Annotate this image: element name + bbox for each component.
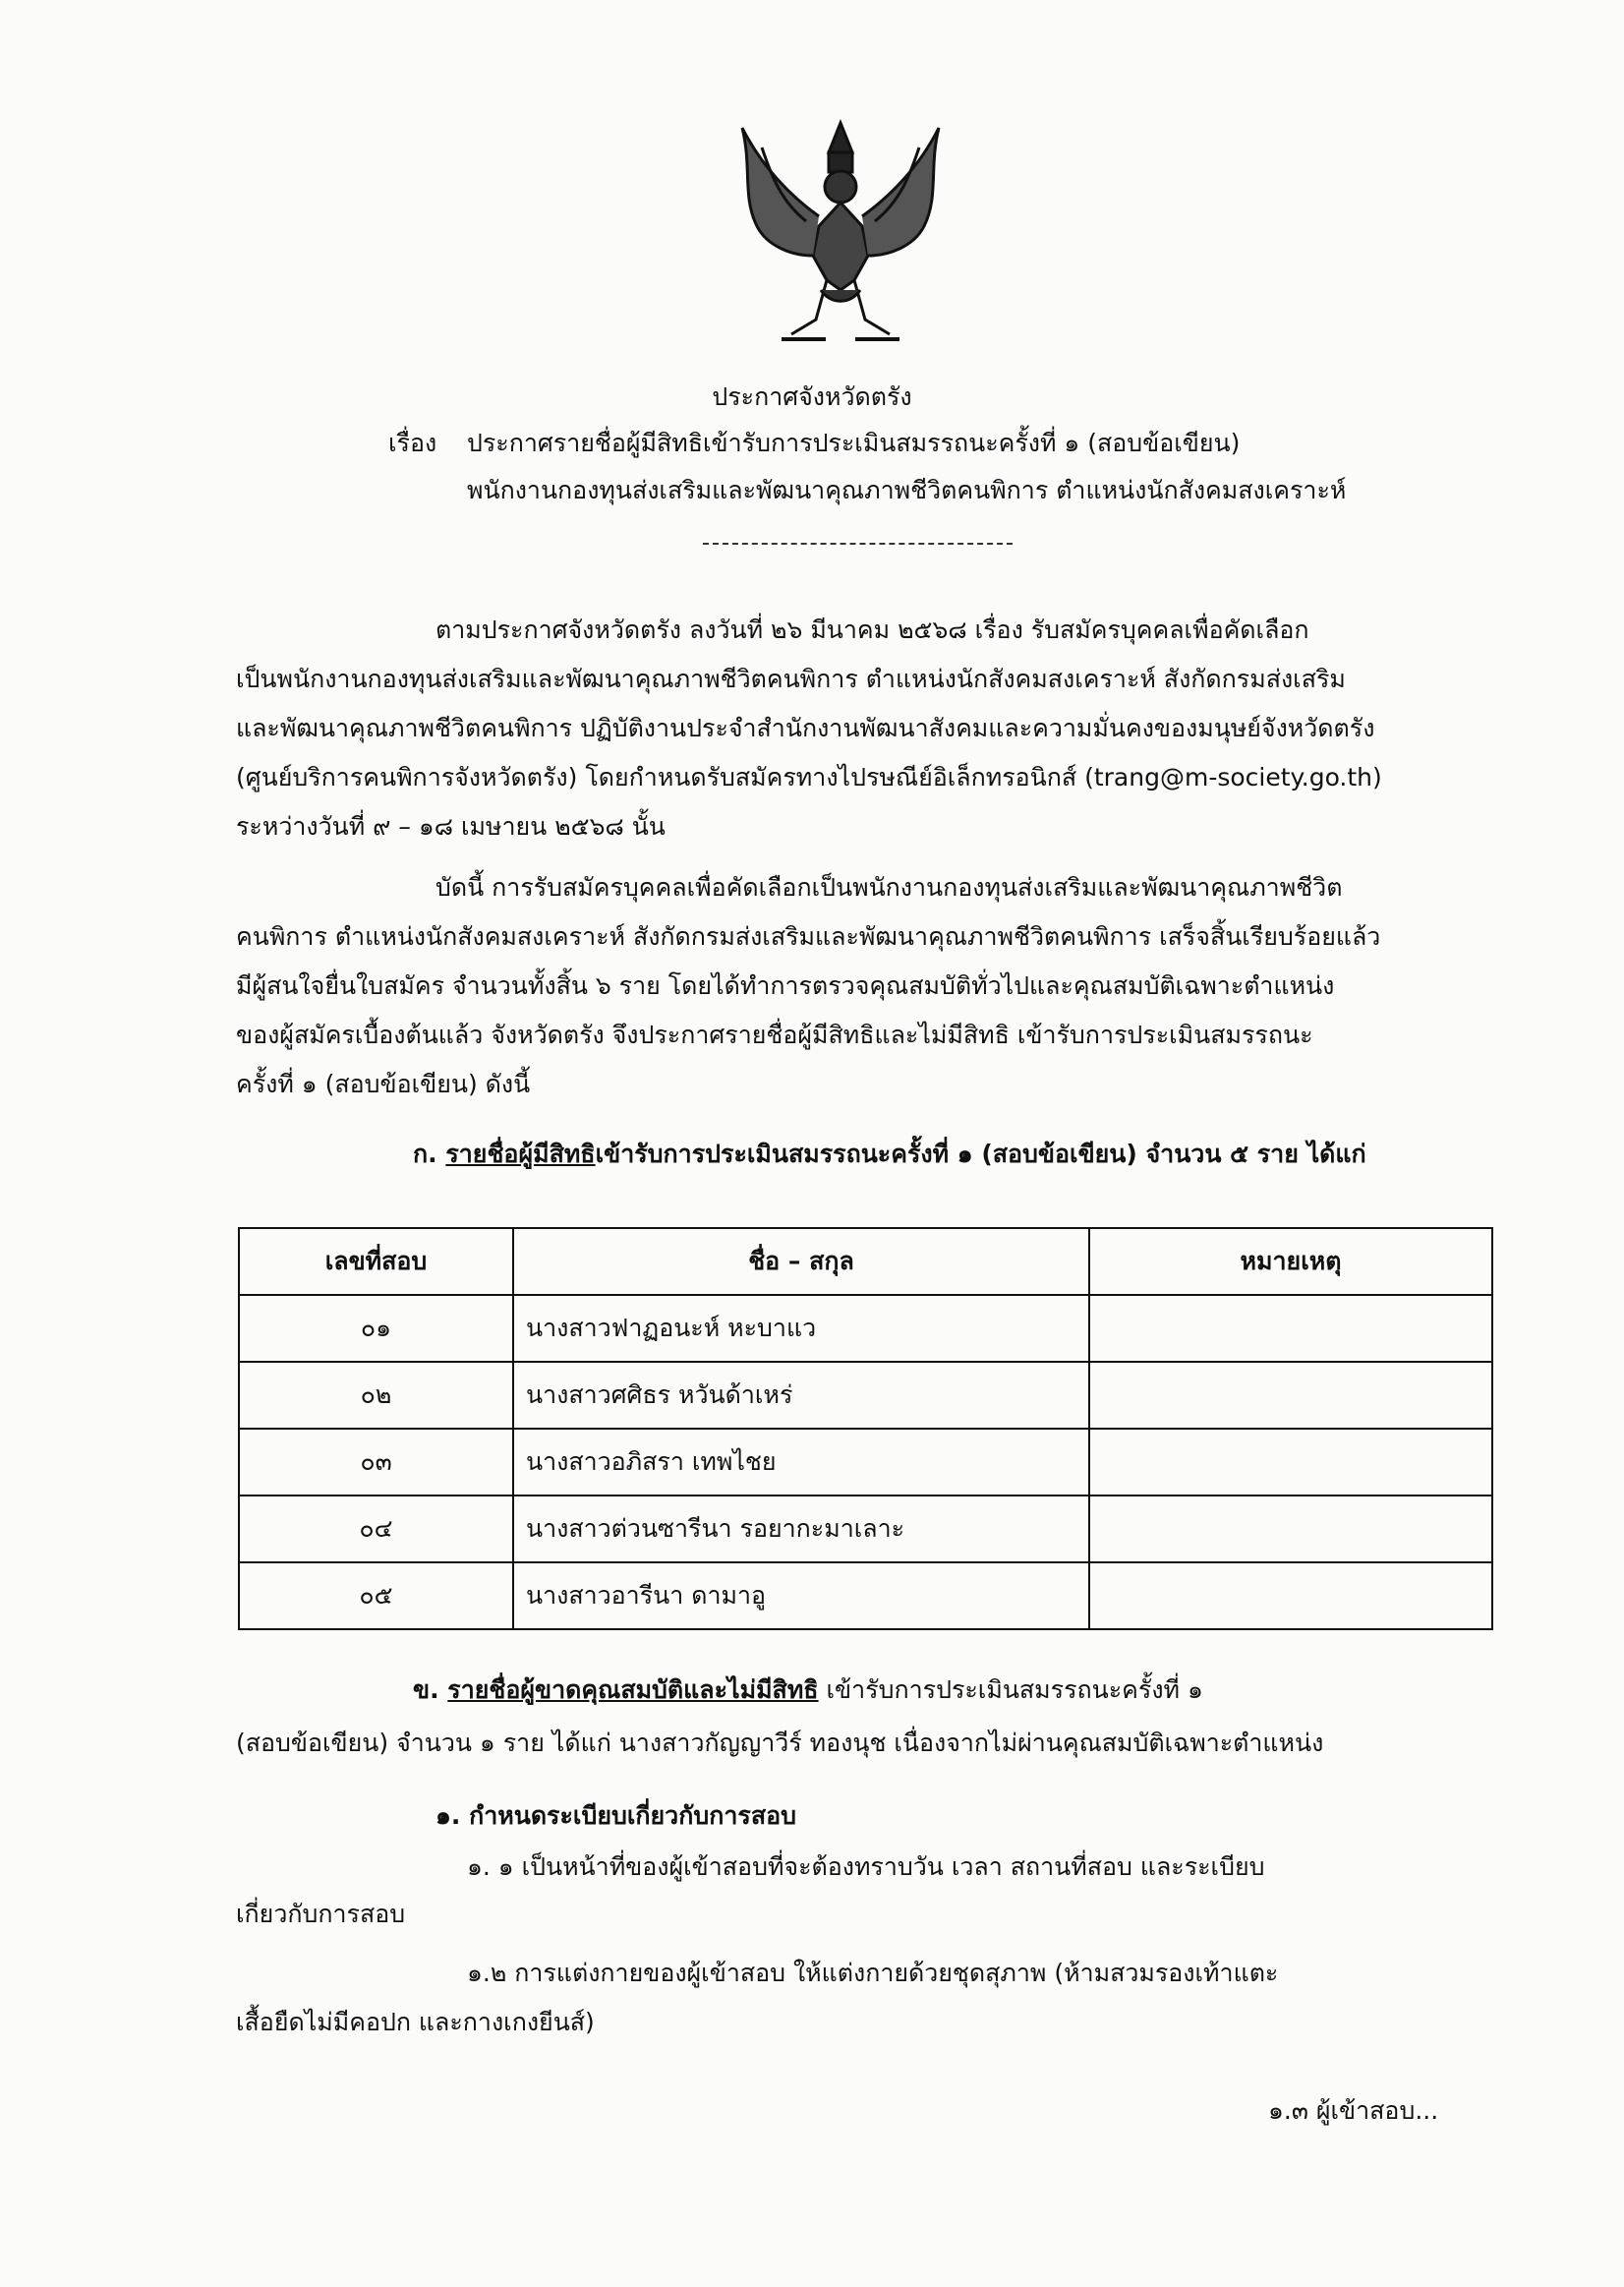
- remark-cell: [1089, 1562, 1492, 1629]
- remark-cell: [1089, 1362, 1492, 1429]
- subject-line-2: พนักงานกองทุนส่งเสริมและพัฒนาคุณภาพชีวิตคนพิการ ตำแหน่งนักสังคมสงเคราะห์: [467, 476, 1347, 504]
- section-b-prefix: ข.: [413, 1675, 448, 1704]
- table-row: [239, 1562, 1492, 1629]
- rule-1-2-line-2: เสื้อยืดไม่มีคอปก และกางเกงยีนส์): [236, 2008, 595, 2036]
- para2-line: คนพิการ ตำแหน่งนักสังคมสงเคราะห์ สังกัดกรมส่งเสริมและพัฒนาคุณภาพชีวิตคนพิการ เสร็จสิ้นเรียบร้อยแล้ว: [236, 922, 1381, 951]
- remark-cell: [1089, 1295, 1492, 1362]
- para1-line: (ศูนย์บริการคนพิการจังหวัดตรัง) โดยกำหนดรับสมัครทางไปรษณีย์อิเล็กทรอนิกส์ (trang@m-society.go.th): [236, 763, 1382, 792]
- para2-line: ครั้งที่ ๑ (สอบข้อเขียน) ดังนี้: [236, 1070, 531, 1098]
- remark-cell: [1089, 1495, 1492, 1562]
- title-divider: [703, 543, 1013, 545]
- section-a-rest: เข้ารับการประเมินสมรรถนะครั้งที่ ๑ (สอบข้อเขียน) จำนวน ๕ ราย ได้แก่: [595, 1140, 1366, 1168]
- rule-1-1-line-2: เกี่ยวกับการสอบ: [236, 1900, 406, 1928]
- para1-line: และพัฒนาคุณภาพชีวิตคนพิการ ปฏิบัติงานประจำสำนักงานพัฒนาสังคมและความมั่นคงของมนุษย์จังหวัดตรัง: [236, 714, 1375, 742]
- para1-line: ตามประกาศจังหวัดตรัง ลงวันที่ ๒๖ มีนาคม ๒๕๖๘ เรื่อง รับสมัครบุคคลเพื่อคัดเลือก: [435, 616, 1309, 644]
- exam-number-cell: ๐๔: [239, 1495, 513, 1562]
- garuda-emblem-icon: [723, 108, 958, 349]
- rules-heading: ๑. กำหนดระเบียบเกี่ยวกับการสอบ: [435, 1801, 796, 1830]
- section-b-line-1: [413, 1671, 1203, 1709]
- section-b-rest: เข้ารับการประเมินสมรรถนะครั้งที่ ๑: [818, 1675, 1203, 1704]
- header-remark: หมายเหตุ: [1089, 1228, 1492, 1295]
- table-header-row: [239, 1228, 1492, 1295]
- section-b-line-2: (สอบข้อเขียน) จำนวน ๑ ราย ได้แก่ นางสาวกัญญาวีร์ ทองนุช เนื่องจากไม่ผ่านคุณสมบัติเฉพาะตำแหน่ง: [236, 1729, 1324, 1757]
- section-a-heading: [413, 1136, 1366, 1173]
- table-row: [239, 1295, 1492, 1362]
- para2-line: ของผู้สมัครเบื้องต้นแล้ว จังหวัดตรัง จึงประกาศรายชื่อผู้มีสิทธิและไม่มีสิทธิ เข้ารับการประเมินสมรรถนะ: [236, 1021, 1313, 1049]
- document-title: ประกาศจังหวัดตรัง: [712, 382, 912, 411]
- name-cell: นางสาวต่วนซารีนา รอยากะมาเลาะ: [513, 1495, 1089, 1562]
- name-cell: นางสาวฟาฏอนะห์ หะบาแว: [513, 1295, 1089, 1362]
- exam-number-cell: ๐๒: [239, 1362, 513, 1429]
- subject-line-1: ประกาศรายชื่อผู้มีสิทธิเข้ารับการประเมินสมรรถนะครั้งที่ ๑ (สอบข้อเขียน): [467, 429, 1241, 457]
- rule-1-1-line-1: ๑. ๑ เป็นหน้าที่ของผู้เข้าสอบที่จะต้องทราบวัน เวลา สถานที่สอบ และระเบียบ: [467, 1852, 1265, 1881]
- table-row: [239, 1429, 1492, 1495]
- exam-number-cell: ๐๑: [239, 1295, 513, 1362]
- page-continuation: ๑.๓ ผู้เข้าสอบ...: [1268, 2096, 1439, 2125]
- header-full-name: ชื่อ – สกุล: [513, 1228, 1089, 1295]
- section-a-prefix: ก.: [413, 1140, 446, 1168]
- para1-line: เป็นพนักงานกองทุนส่งเสริมและพัฒนาคุณภาพชีวิตคนพิการ ตำแหน่งนักสังคมสงเคราะห์ สังกัดกรมส่งเสริม: [236, 665, 1346, 693]
- exam-number-cell: ๐๓: [239, 1429, 513, 1495]
- name-cell: นางสาวอารีนา ดามาอู: [513, 1562, 1089, 1629]
- table-row: [239, 1495, 1492, 1562]
- section-a-underlined: รายชื่อผู้มีสิทธิ: [445, 1140, 596, 1168]
- eligible-candidates-table: [238, 1227, 1493, 1630]
- para1-line: ระหว่างวันที่ ๙ – ๑๘ เมษายน ๒๕๖๘ นั้น: [236, 812, 666, 841]
- para2-line: บัดนี้ การรับสมัครบุคคลเพื่อคัดเลือกเป็นพนักงานกองทุนส่งเสริมและพัฒนาคุณภาพชีวิต: [435, 873, 1343, 902]
- header-exam-number: เลขที่สอบ: [239, 1228, 513, 1295]
- name-cell: นางสาวศศิธร หวันด้าเหร่: [513, 1362, 1089, 1429]
- para2-line: มีผู้สนใจยื่นใบสมัคร จำนวนทั้งสิ้น ๖ ราย โดยได้ทำการตรวจคุณสมบัติทั่วไปและคุณสมบัติเฉพาะตำแหน่ง: [236, 971, 1335, 1000]
- section-b-underlined: รายชื่อผู้ขาดคุณสมบัติและไม่มีสิทธิ: [447, 1675, 819, 1704]
- remark-cell: [1089, 1429, 1492, 1495]
- subject-label: เรื่อง: [388, 429, 437, 457]
- table-row: [239, 1362, 1492, 1429]
- exam-number-cell: ๐๕: [239, 1562, 513, 1629]
- name-cell: นางสาวอภิสรา เทพไชย: [513, 1429, 1089, 1495]
- rule-1-2-line-1: ๑.๒ การแต่งกายของผู้เข้าสอบ ให้แต่งกายด้วยชุดสุภาพ (ห้ามสวมรองเท้าแตะ: [467, 1959, 1279, 1987]
